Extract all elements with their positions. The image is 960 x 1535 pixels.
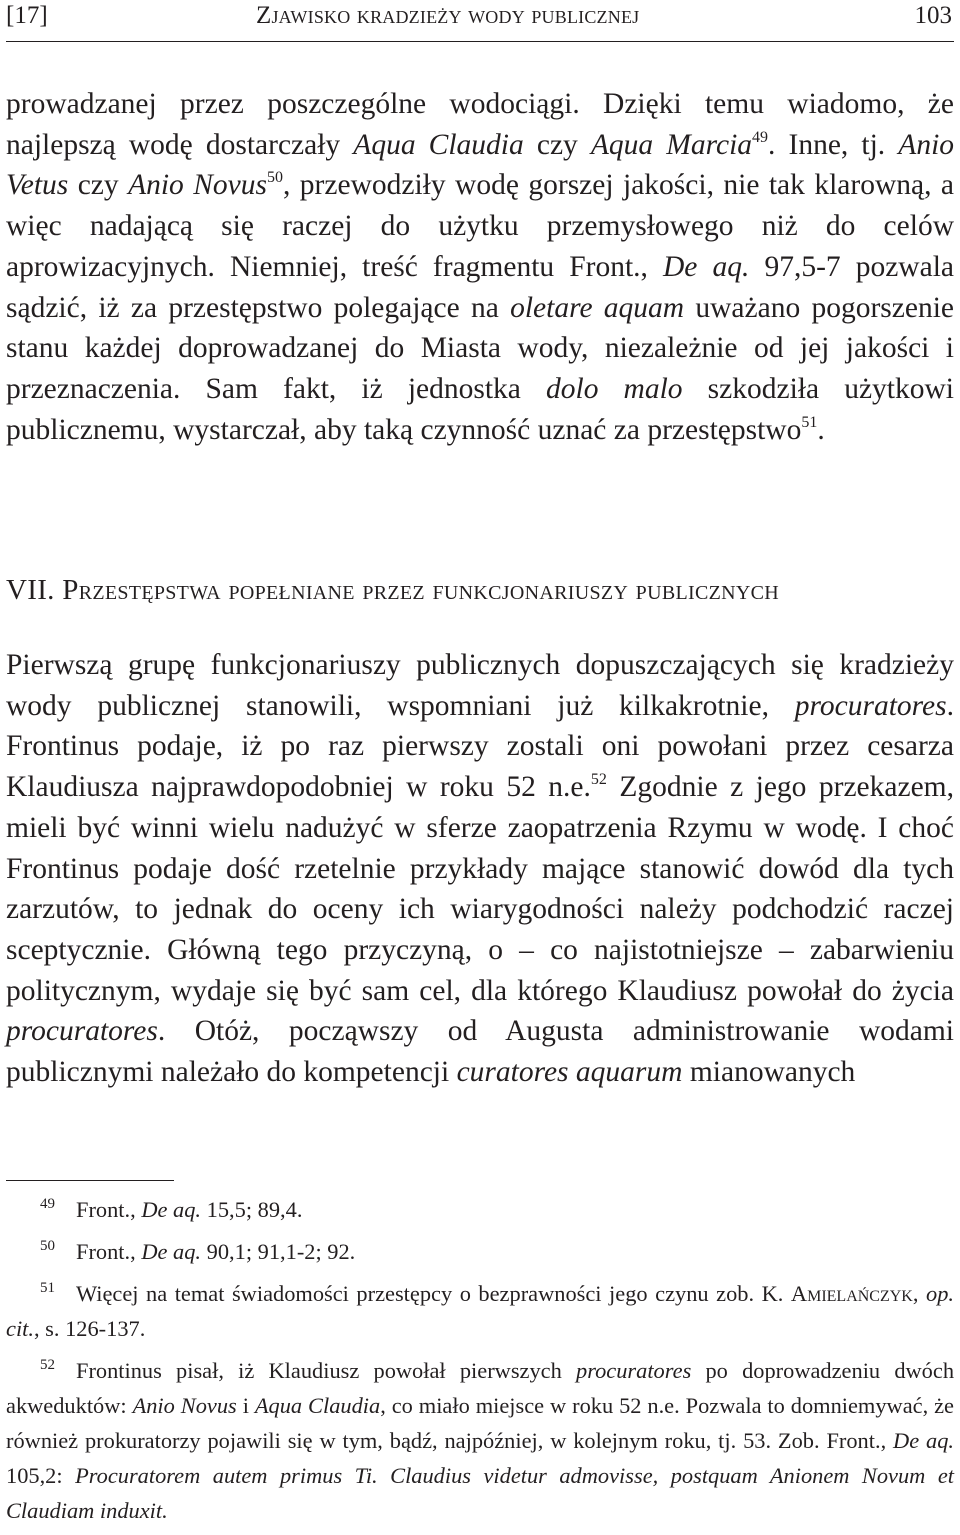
footnote-ref-52[interactable]: 52 (590, 771, 607, 789)
italic-term: procuratores (576, 1358, 692, 1383)
italic-term: op. cit. (6, 1281, 954, 1341)
italic-term: Anio Novus (128, 169, 267, 202)
footnote-50: 50 Front., De aq. 90,1; 91,1-2; 92. (40, 1238, 356, 1264)
italic-term: Aqua Claudia (353, 128, 524, 161)
text-run: , (912, 1281, 926, 1306)
text-run: po doprowadzeniu dwóch akweduktów: (6, 1358, 955, 1418)
text-run: , przewodziły wodę gorszej jakości, nie tak klarowną, a więc nadającą się raczej do użytku przemysłowego niż do celów aprowizacyjnych. Niemniej, treść fragmentu Front., (6, 169, 954, 283)
text-run: prowadzanej przez poszczególne wodociągi. Dzięki temu wiadomo, że najlepszą wodę dostarczały (6, 88, 954, 161)
italic-term: Anio Novus (132, 1393, 237, 1418)
footnote-49: 49 Front., De aq. 15,5; 89,4. (40, 1196, 303, 1222)
text-run: Frontinus pisał, iż Klaudiusz powołał pierwszych (76, 1358, 577, 1383)
italic-term: curatores aquarum (456, 1056, 683, 1089)
text-run: . Frontinus podaje, iż po raz pierwszy zostali oni powołani przez cesarza Klaudiusza najprawdopodobniej w roku 52 n.e. (6, 689, 954, 804)
italic-term: De aq. (141, 1197, 202, 1222)
section-title: Przestępstwa popełniane przez funkcjonariuszy publicznych (62, 574, 779, 606)
italic-term: dolo malo (546, 372, 683, 405)
section-number: VII. (6, 574, 55, 606)
text-run: 90,1; 91,1-2; 92. (201, 1239, 356, 1264)
text-run: 105,2: (6, 1463, 76, 1488)
author-name: Amielańczyk (790, 1281, 913, 1306)
text-run: Pierwszą grupę funkcjonariuszy publicznych dopuszczających się kradzieży wody publicznej stanowili, wspomniani już kilkakrotnie, (6, 649, 954, 722)
text-run: czy (523, 128, 591, 161)
footnote-ref-49[interactable]: 49 (752, 128, 769, 146)
chapter-folio: [17] (6, 2, 48, 29)
italic-term: oletare aquam (510, 291, 685, 324)
italic-term: De aq. (893, 1428, 954, 1453)
italic-term: Anio Vetus (6, 128, 955, 202)
text-run: Front., (76, 1239, 142, 1264)
header-rule (6, 41, 954, 42)
italic-term: procuratores (6, 1015, 158, 1048)
footnote-52: 52 Frontinus pisał, iż Klaudiusz powołał pierwszych procuratores po doprowadzeniu dwóch akweduktów: Anio Novus i Aqua Claudia, co miało miejsce w roku 52 n.e. Pozwala to domniemywać, że również prokuratorzy pojawili się w tym, bądź, najpóźniej, w kolejnym roku, tj. 53. Zob. Front., De aq. 105,2: Procuratorem autem primus Ti. Claudius videtur admovisse, postquam Anionem Novum et Claudiam induxit. (6, 1357, 955, 1523)
text-run: . (817, 413, 825, 446)
footnotes (6, 1192, 954, 1535)
text-run: Zgodnie z jego przekazem, mieli być winni wielu nadużyć w sferze zaopatrzenia Rzymu w wodę. I choć Frontinus podaje dość rzetelnie przykłady mające stanowić dowód dla tych zarzutów, to jednak do oceny ich wiarygodności należy podchodzić raczej sceptycznie. Główną tego przyczyną, o – co najistotniejsze – zabarwieniu politycznym, wydaje się być sam cel, dla którego Klaudiusz powołał do życia (6, 771, 954, 1007)
text-run: uważano pogorszenie stanu każdej doprowadzanej do Miasta wody, niezależnie od jej jakości i przeznaczenia. Sam fakt, iż jednostka (6, 291, 954, 405)
section-heading (6, 574, 954, 607)
footnote-ref-50[interactable]: 50 (267, 169, 283, 187)
text-run: i (236, 1393, 255, 1418)
text-run: mianowanych (682, 1056, 856, 1089)
text-run: czy (68, 169, 129, 202)
text-run: . Inne, tj. (768, 128, 899, 161)
text-run: , s. 126-137. (33, 1316, 146, 1341)
footnote-51: 51 Więcej na temat świadomości przestępcy o bezprawności jego czynu zob. K. Amielańczyk, op. cit., s. 126-137. (6, 1280, 954, 1341)
italic-term: De aq. (141, 1239, 202, 1264)
text-run: Front., (76, 1197, 142, 1222)
text-run: . Otóż, począwszy od Augusta administrowanie wodami publicznymi należało do kompetencji (6, 1015, 954, 1089)
italic-term: procuratores (794, 689, 947, 722)
text-run: 97,5-7 pozwala sądzić, iż za przestępstwo polegające na (6, 250, 954, 324)
text-run: , co miało miejsce w roku 52 n.e. Pozwala to domniemywać, że również prokuratorzy pojawili się w tym, bądź, najpóźniej, w kolejnym roku, tj. 53. Zob. Front., (6, 1393, 954, 1453)
italic-term: Aqua Marcia (590, 128, 753, 161)
page-number: 103 (914, 2, 952, 29)
text-run: Więcej na temat świadomości przestępcy o bezprawności jego czynu zob. K. (76, 1281, 791, 1306)
italic-term: Aqua Claudia (254, 1393, 381, 1418)
running-header (6, 2, 954, 36)
italic-term: Procuratorem autem primus Ti. Claudius videtur admovisse, postquam Anionem Novum et Claudiam induxit. (6, 1463, 954, 1523)
italic-term: De aq. (663, 250, 750, 283)
body-paragraph-1 (6, 84, 954, 450)
footnote-ref-51[interactable]: 51 (801, 413, 818, 431)
footnote-separator (6, 1180, 174, 1181)
running-title: Zjawisko kradzieży wody publicznej (256, 2, 640, 29)
body-paragraph-2 (6, 645, 954, 1093)
text-run: 15,5; 89,4. (201, 1197, 303, 1222)
text-run: szkodziła użytkowi publicznemu, wystarczał, aby taką czynność uznać za przestępstwo (6, 372, 954, 446)
